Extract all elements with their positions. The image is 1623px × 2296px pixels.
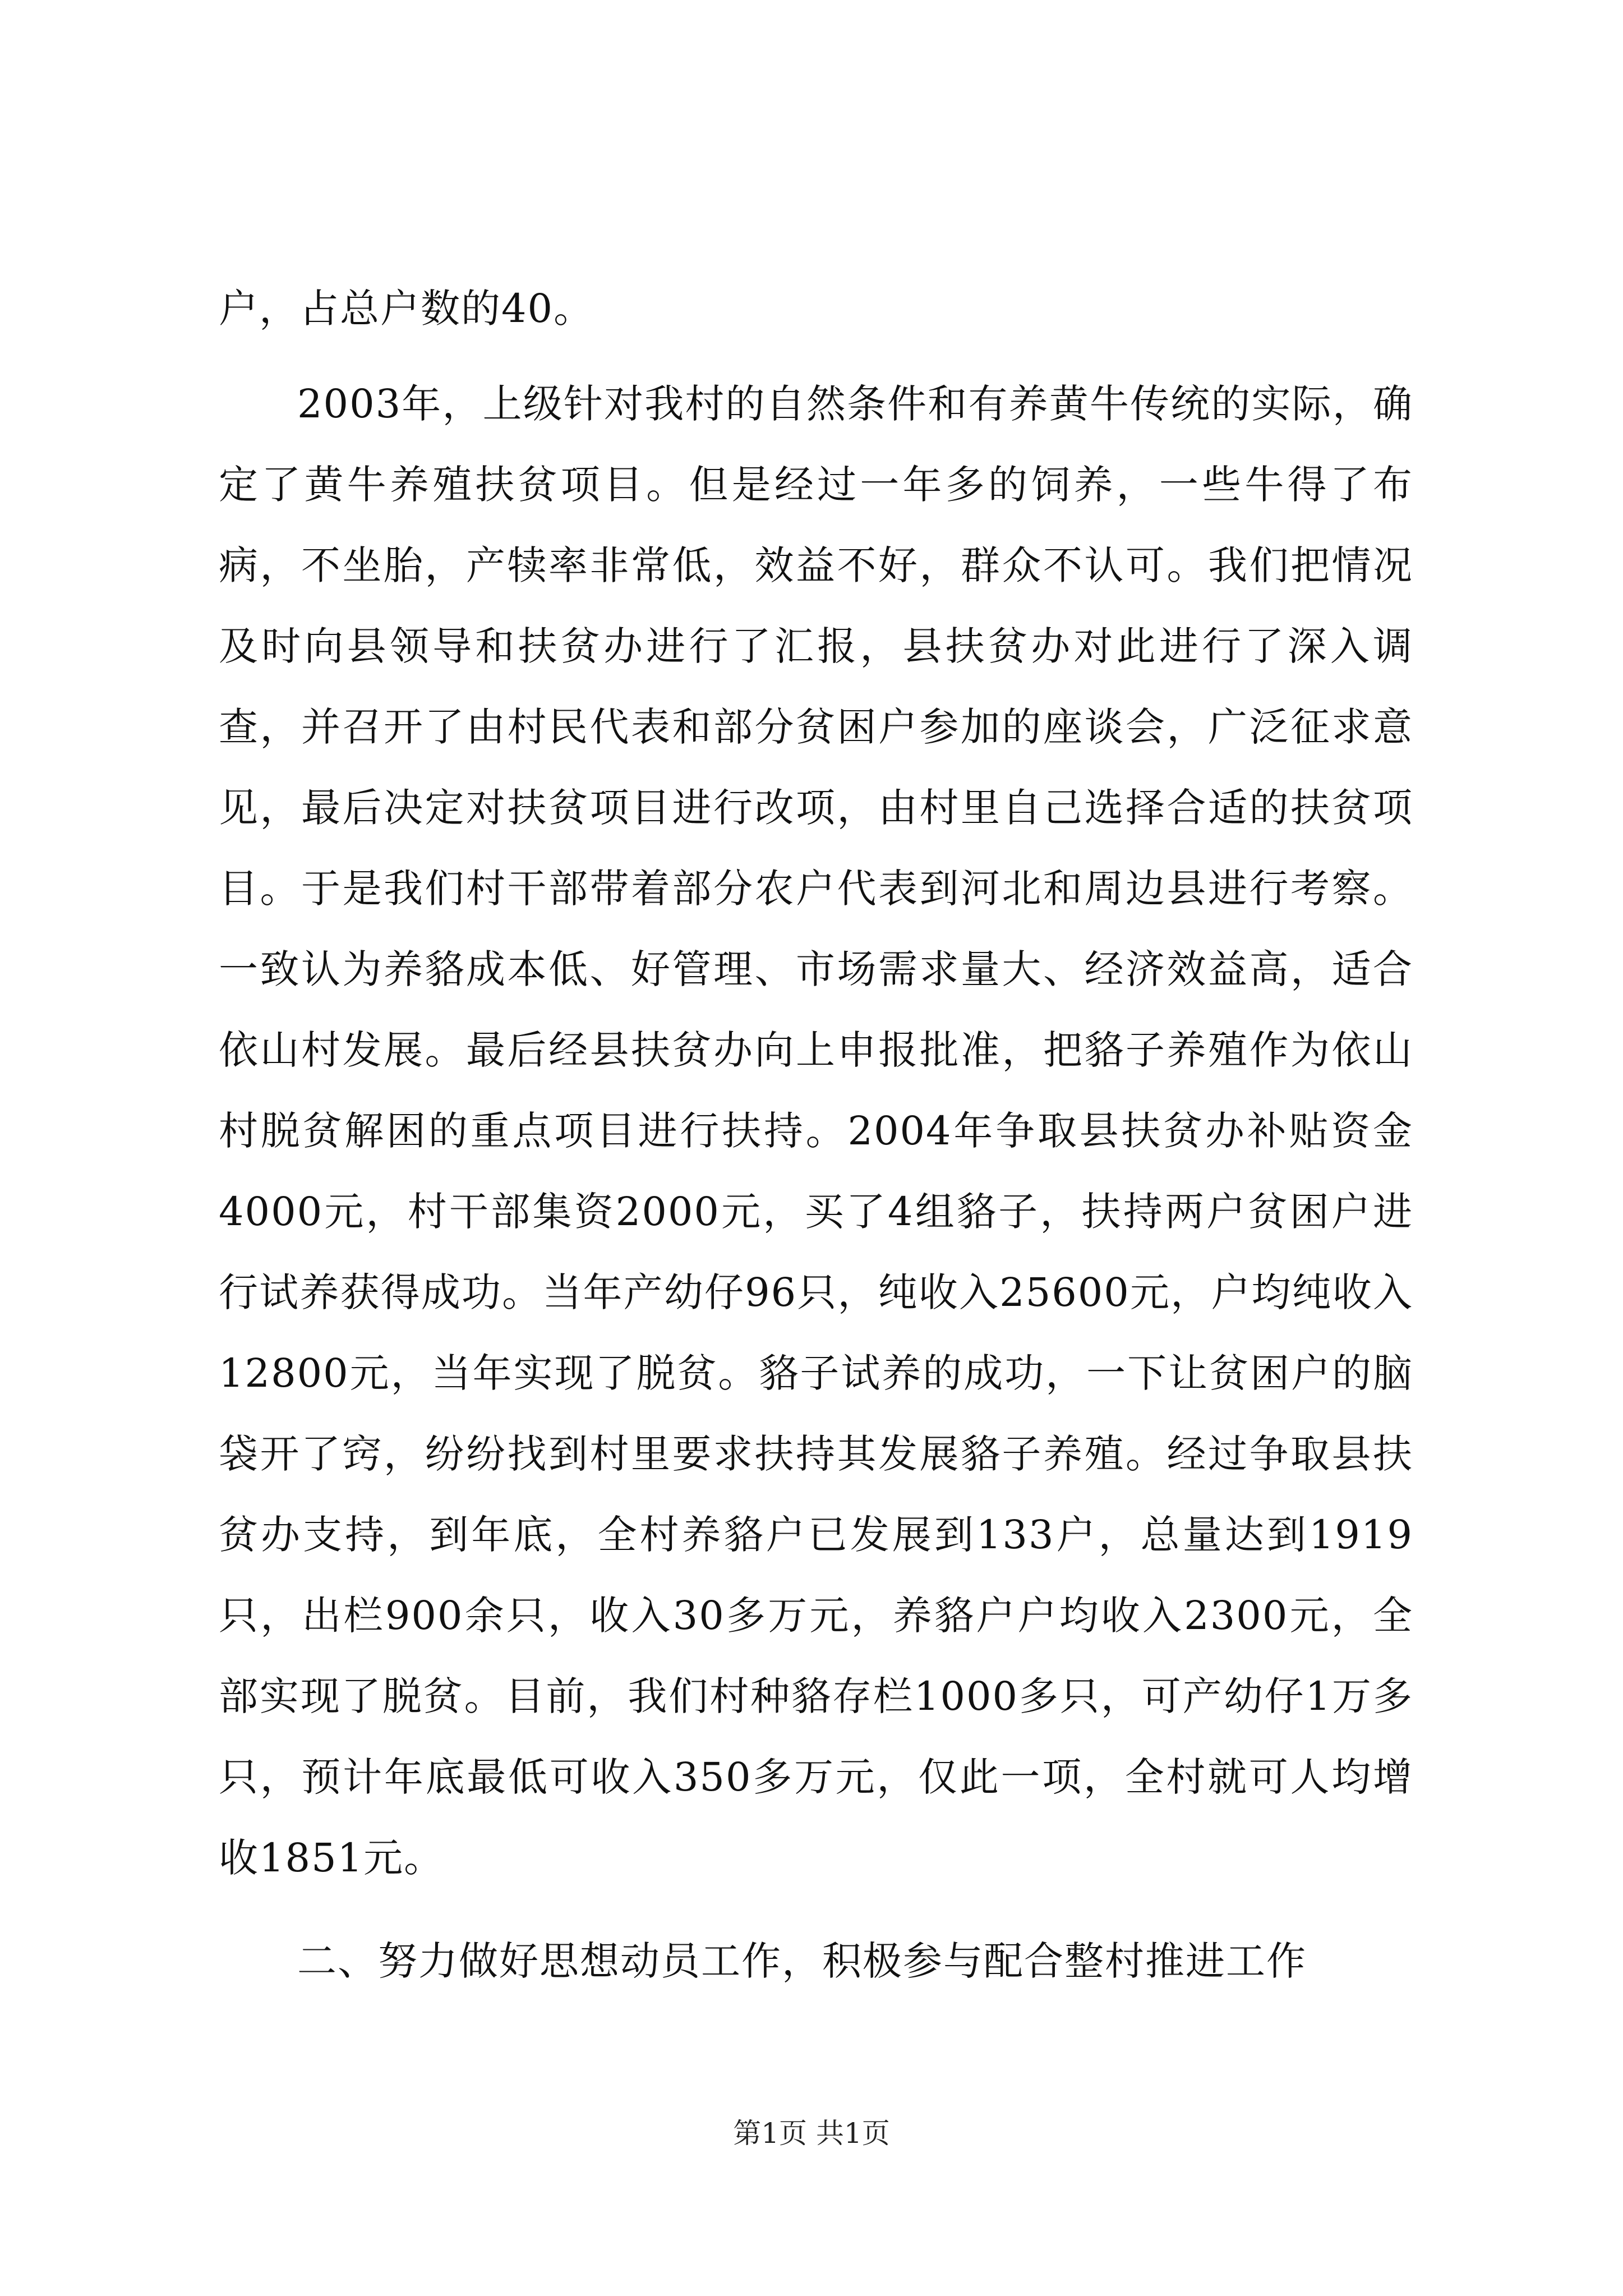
section-heading: 二、努力做好思想动员工作，积极参与配合整村推进工作: [297, 1938, 1307, 1984]
paragraph-project-history: 2003年，上级针对我村的自然条件和有养黄牛传统的实际，确定了黄牛养殖扶贫项目。但是经过一年多的饲养，一些牛得了布病，不坐胎，产犊率非常低，效益不好，群众不认可。我们把情况及时向县领导和扶贫办进行了汇报，县扶贫办对此进行了深入调查，并召开了由村民代表和部分贫困户参加的座谈会，广泛征求意见，最后决定对扶贫项目进行改项，由村里自己选择合适的扶贫项目。于是我们村干部带着部分农户代表到河北和周边县进行考察。一致认为养貉成本低、好管理、市场需求量大、经济效益高，适合依山村发展。最后经县扶贫办向上申报批准，把貉子养殖作为依山村脱贫解困的重点项目进行扶持。2004年争取县扶贫办补贴资金4000元，村干部集资2000元，买了4组貉子，扶持两户贫困户进行试养获得成功。当年产幼仔96只，纯收入25600元，户均纯收入12800元，当年实现了脱贫。貉子试养的成功，一下让贫困户的脑袋开了窍，纷纷找到村里要求扶持其发展貉子养殖。经过争取县扶贫办支持，到年底，全村养貉户已发展到133户，总量达到1919只，出栏900余只，收入30多万元，养貉户户均收入2300元，全部实现了脱贫。目前，我们村种貉存栏1000多只，可产幼仔1万多只，预计年底最低可收入350多万元，仅此一项，全村就可人均增收1851元。: [219, 381, 1413, 1881]
page-footer: 第1页 共1页: [733, 2117, 890, 2150]
paragraph-continuation: 户，占总户数的40。: [219, 286, 594, 332]
document-body: [219, 268, 1413, 2001]
